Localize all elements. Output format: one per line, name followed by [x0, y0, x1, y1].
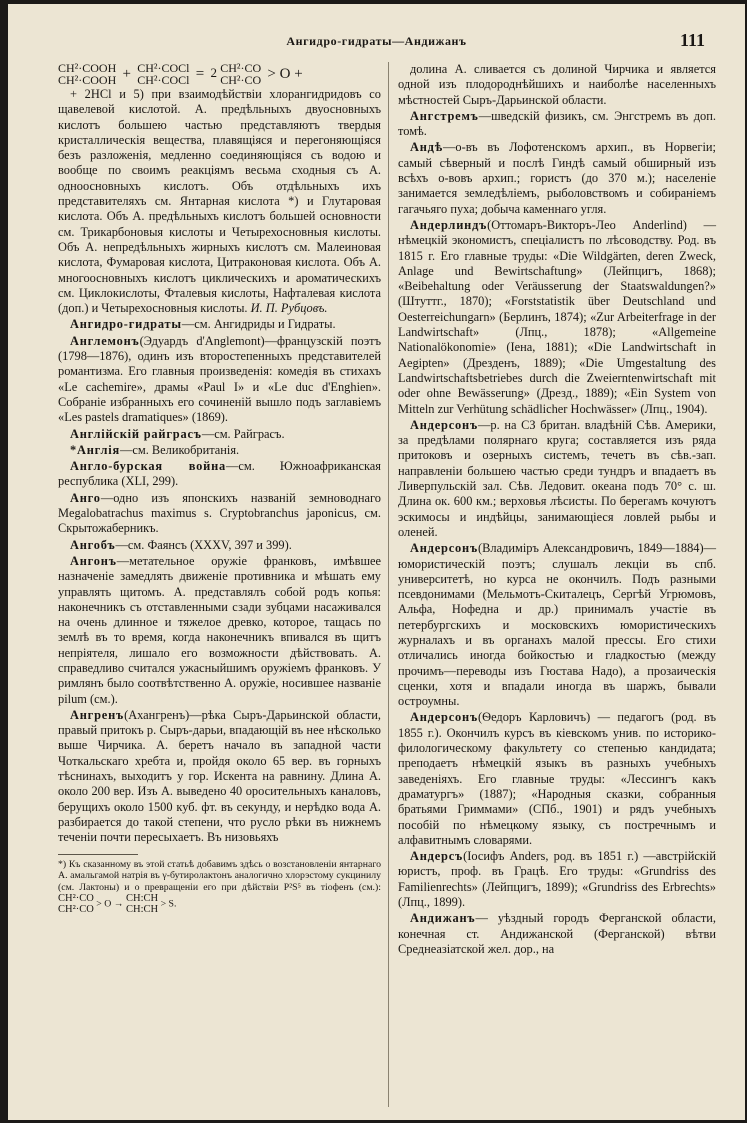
encyclopedia-page — [8, 4, 745, 1120]
entry-text: (Ѳедоръ Карловичъ) — педагогъ (род. въ 1855 г.). Окончилъ курсъ въ кіевскомъ унив. по историко-филологическому факультету со степенью кандидата; преподаетъ нѣмецкій языкъ въ разныхъ учебныхъ заведеніяхъ. Его главные труды: «Лессингъ какъ драматургъ» (1887); «Народныя сказки, собранныя братьями Гриммами» (СПб., 1901) и рядъ учебныхъ пособій по нѣмецкому языку, съ постречнымъ и алфавитнымъ словарями. — [398, 710, 716, 847]
footnote-separator — [58, 854, 138, 855]
footnote-text: *) Къ сказанному въ этой статьѣ добавимъ здѣсь о возстановленіи янтарнаго А. амальгамой натрія въ γ-бутиролактонъ аналогично хлорэстому сукцинилу (см. Лактоны) и о превращеніи его при дѣйствіи P²S⁵ въ тіофенъ (см.): — [58, 858, 381, 893]
formula-plus: + — [122, 65, 131, 82]
entry-headword: Андерсонъ — [410, 710, 479, 725]
entry-text: (Ахангренъ)—рѣка Сыръ-Дарьинской области, правый притокъ р. Сыръ-дарьи, впадающій въ нее нѣсколько выше Чирчика. А. беретъ начало въ западной части Чоткальскаго хребта и, пройдя около 65 вер. въ горныхъ тѣснинахъ, выходитъ у гор. Искента на равнину. Длина А. около 200 вер. Изъ А. выведено 40 оросительныхъ каналовъ, берущихъ около 1500 куб. фт. въ секунду, и нерѣдко вода А. разбирается до такой степени, что русло рѣки въ нижнемъ теченіи почти пересыхаетъ. Въ низовьяхъ — [58, 707, 381, 845]
footnote-formula-left: CH²·CO CH²·CO — [58, 893, 94, 916]
entry-signature: И. П. Рубцовъ. — [250, 301, 328, 316]
entry-headword: Андерсонъ — [410, 417, 479, 432]
formula-coefficient: 2 — [210, 64, 217, 80]
entry — [398, 418, 716, 540]
entry-text: —см. Ангидриды и Гидраты. — [181, 317, 336, 332]
formula-term-2: CH²·COCl CH²·COCl — [137, 61, 190, 87]
left-entries — [58, 87, 381, 846]
entry — [398, 710, 716, 848]
entry — [58, 317, 381, 332]
chemical-equation — [58, 62, 381, 86]
entry — [398, 62, 716, 108]
page-number: 111 — [679, 30, 705, 50]
entry — [58, 334, 381, 426]
entry-text: —р. на СЗ британ. владѣній Сѣв. Америки, за предѣлами полярнаго круга; составляется изъ ряда притоковъ и озерныхъ системъ, течетъ въ сѣв.-зап. направленіи большею частью среди тундръ и впадаетъ въ Ливерпульскій зал. Сѣв. Ледовит. океана подъ 70° с. ш. Длина ок. 600 км.; верховья лѣсисты. По берегамъ кочуютъ эскимосы и индѣйцы, занимающіеся ловлей рыбы и оленей. — [398, 417, 716, 539]
entry — [398, 109, 716, 140]
column-divider — [388, 62, 389, 1107]
entry — [58, 538, 381, 553]
entry-text: —см. Южноафриканская республика (XLI, 299). — [58, 459, 381, 489]
entry — [58, 554, 381, 707]
entry-headword: Ангобъ — [70, 537, 116, 552]
entry-headword: Андерлиндъ — [410, 217, 488, 232]
entry-text: —см. Фаянсъ (XXXV, 397 и 399). — [115, 537, 292, 552]
entry-headword: Англо-бурская война — [70, 459, 227, 474]
entry-headword: Андерсонъ — [410, 541, 479, 556]
entry — [58, 491, 381, 537]
entry — [398, 911, 716, 957]
left-column — [58, 62, 381, 915]
entry-headword: Ангидро-гидраты — [70, 317, 182, 332]
entry-text: (Эдуардъ d'Anglemont)—французскій поэтъ (1798—1876), одинъ изъ второстепенныхъ представителей романтизма. Его главныя произведенія: комедія въ стихахъ «Le cachemire», драмы «Paul I» и «Le duc d'Enghien». Собраніе избранныхъ его сочиненій вышло подъ заглавіемъ «Les pastels dramatiques» (1869). — [58, 333, 381, 425]
footnote-formula-right: CH:CH CH:CH — [126, 893, 159, 916]
entry — [58, 87, 381, 316]
entry-headword: Ангренъ — [70, 707, 125, 722]
formula-equals: = — [195, 65, 205, 82]
footnote-formula-arrow: > O → — [96, 898, 124, 910]
entry — [58, 427, 381, 442]
entry-headword: Англійскій райграсъ — [70, 426, 202, 441]
entry-text: —одно изъ японскихъ названій земноводнаго Megalobatrachus maximus s. Cryptobranchus japonicus, см. Скрытожаберникъ. — [58, 490, 381, 536]
footnote-formula-tail: > S. — [160, 898, 177, 910]
entry-text: долина А. сливается съ долиной Чирчика и является одной изъ плодороднѣйшихъ и наиболѣе населенныхъ мѣстностей Сыръ-Дарьинской области. — [398, 62, 716, 107]
formula-tail: > O + — [267, 65, 303, 82]
footnote — [58, 859, 381, 916]
entry-text: —метательное оружіе франковъ, имѣвшее назначеніе замедлять движеніе противника и мѣшать ему управлять щитомъ. А. представлялъ собой родъ копья: наконечникъ съ отставленными сзади зубцами насаживался на очень длинное и тяжелое древко, которое, тащась по землѣ въ то время, когда наконечникъ впивался въ щитъ непріятеля, лишало его возможности дѣйствовать. А. справедливо считался ужасныйшимъ оружіемъ франковъ. У римлянъ было соотвѣтственно А. оружіе, носившее названіе pilum (см.). — [58, 553, 381, 706]
entry-headword: Андѣ — [410, 140, 443, 155]
entry-text: — уѣздный городъ Ферганской области, конечная ст. Андижанской (Ферганской) вѣтви Среднеазіатской жел. дор., на — [398, 911, 716, 956]
entry-text: (Владиміръ Александровичъ, 1849—1884)—юмористическій поэтъ; слушалъ лекціи въ спб. университетѣ, но курса не окончилъ. Подъ разными псевдонимами (Мельмотъ-Скиталецъ, Сергѣй Угрюмовъ, Альфа, Нофедна и др.) принималъ участіе въ петербургскихъ и московскихъ юмористическихъ журналахъ и въ органахъ малой прессы. Его стихи отличались иногда бойкостью и гладкостью (между прочимъ—переводы изъ Гюстава Надо), а прозаическія сценки, хотя и впадали иногда въ шаржъ, бывали остроумны. — [398, 541, 716, 709]
entry-headword: Андерсъ — [410, 849, 464, 864]
running-title: Ангидро-гидраты—Андижанъ — [286, 34, 467, 48]
right-column — [398, 62, 716, 958]
entry-text: (Оттомаръ-Викторъ-Лео Anderlind) — нѣмецкій экономистъ, спеціалистъ по лѣсоводству. Род. въ 1815 г. Его главные труды: «Die Wildgärten, deren Zweck, Anlage und Bewirtschaftung» (Лейпцигъ, 1868); «Beibehaltung oder Veräusserung der Staatswaldungen?» (Штуттг., 1870); «Forststatistik über Deutschland und Oesterreichungarn» (Берлинъ, 1874); «Zur Arbeiterfrage in der Landwirtschaft» (Лпц., 1878); «Allgemeine Nationalökonomie» (Іена, 1881); «Die Landwirtschaft in Aegipten» (Дрезденъ, 1889); «Die Umgestaltung des Landwirtschaftsbetriebes durch die Zweierntenwirtschaft mit oder ohne Bewässerung» (Дрезд., 1889); «Ein System von Mitteln zur Verhütung schädlicher Hochwässer» (Лпц., 1904). — [398, 217, 716, 416]
entry-text: —о-въ въ Лофотенскомъ архип., въ Норвегіи; самый сѣверный и послѣ Гиндѣ самый обширный изъ всѣхъ о-вовъ архип.; гористъ (до 370 м.); населеніе занимается земледѣліемъ, рыболовствомъ и собираніемъ гагачьяго пуха; добыча каменнаго угля. — [398, 140, 716, 216]
entry-text: —шведскій физикъ, см. Энгстремъ въ доп. томѣ. — [398, 108, 716, 139]
entry-text: —см. Райграсъ. — [201, 426, 285, 441]
formula-term-1: CH²·COOH CH²·COOH — [58, 61, 117, 87]
right-entries — [398, 62, 716, 957]
entry — [398, 218, 716, 417]
entry — [58, 443, 381, 458]
entry-headword: Ангонъ — [70, 553, 117, 568]
entry-headword: Анго — [70, 490, 101, 505]
entry-text: —см. Великобританія. — [119, 442, 240, 457]
entry — [398, 541, 716, 709]
entry — [398, 140, 716, 216]
entry-headword: *Англія — [70, 442, 120, 457]
entry — [58, 459, 381, 490]
page-header — [8, 30, 745, 54]
entry-headword: Англемонъ — [70, 333, 140, 348]
formula-term-3: CH²·CO CH²·CO — [220, 61, 262, 87]
entry-headword: Ангстремъ — [410, 108, 479, 123]
entry-text: + 2HCl и 5) при взаимодѣйствіи хлорангидридовъ со щавелевой кислотой. А. предѣльныхъ двуосновныхъ кислотъ большею частью представляютъ твердыя кристаллическія вещества, плавящіяся и перегоняющіяся безъ разложенія, медленно соединяющіяся съ водою и вообще по своимъ реакціямъ весьма сходныя съ А. одноосновныхъ кислотъ. Объ отдѣльныхъ ихъ представителяхъ см. Янтарная кислота *) и Глутаровая кислота. Объ А. предѣльныхъ кислотъ большей основности см. Трикарбоновыя кислоты и Четырехосновныя кислоты. Объ А. непредѣльныхъ жирныхъ кислотъ см. Малеиновая кислота, Фумаровая кислота, Цитраконовая кислота. Объ А. многоосновныхъ кислотъ циклическихъ и ароматическихъ см. Циклокислоты, Фталевыя кислоты, Нафталевая кислота (доп.) и Четырехосновныя кислоты. — [58, 87, 381, 316]
entry-text: (Іосифъ Anders, род. въ 1851 г.) —австрійскій юристъ, проф. въ Грацѣ. Его труды: «Grundriss des Familienrechts» (Лейпцигъ, 1899); «Grundriss des Erbrechts» (Лпц., 1899). — [398, 849, 716, 910]
entry-headword: Андижанъ — [410, 911, 476, 926]
entry — [398, 849, 716, 910]
entry — [58, 708, 381, 846]
